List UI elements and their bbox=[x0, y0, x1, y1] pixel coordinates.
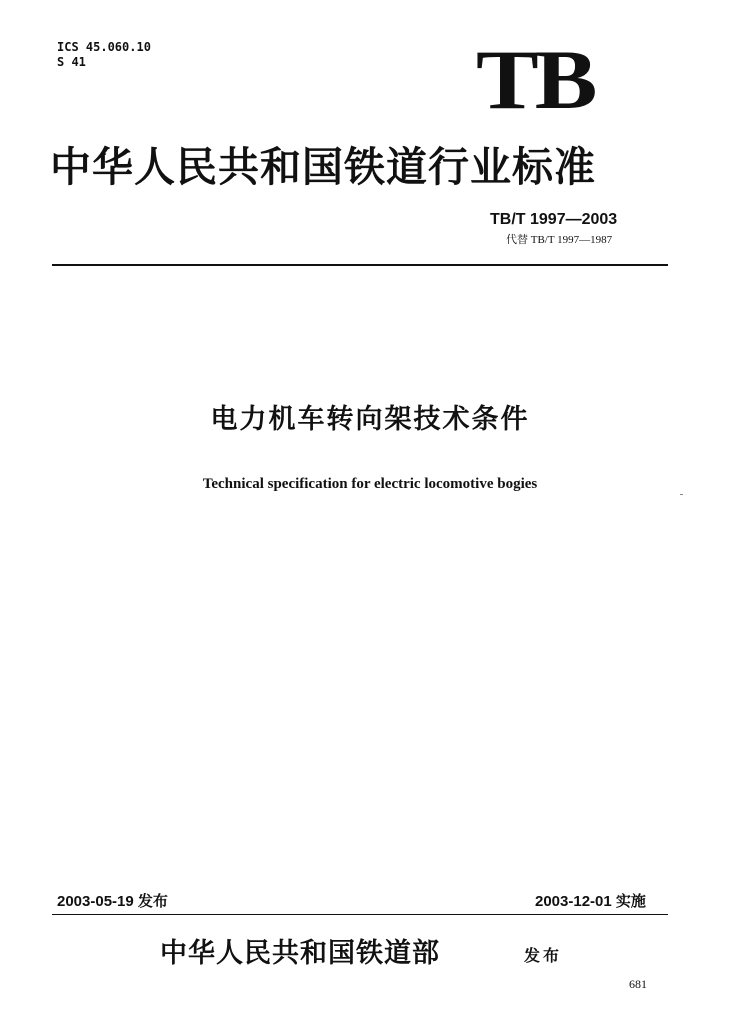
replaced-standard: 代替 TB/T 1997—1987 bbox=[506, 234, 613, 246]
issue-date: 2003-05-19 发布 bbox=[57, 893, 168, 910]
issuing-authority: 中华人民共和国铁道部 bbox=[160, 938, 440, 969]
standard-number: TB/T 1997—2003 bbox=[490, 211, 618, 228]
footer-divider bbox=[52, 914, 668, 915]
document-title-chinese: 电力机车转向架技术条件 bbox=[210, 404, 530, 435]
issue-label: 发布 bbox=[524, 946, 563, 965]
classification-codes bbox=[57, 40, 151, 70]
standard-category-title: 中华人民共和国铁道行业标准 bbox=[50, 143, 596, 191]
ccs-code: S 41 bbox=[57, 55, 86, 69]
tb-logo: TB bbox=[476, 33, 594, 128]
page-number: 681 bbox=[629, 977, 647, 991]
header-divider bbox=[52, 264, 668, 266]
ics-code: ICS 45.060.10 bbox=[57, 40, 151, 54]
implementation-date: 2003-12-01 实施 bbox=[535, 893, 646, 910]
scan-speck bbox=[680, 494, 683, 495]
document-title-english: Technical specification for electric locomotive bogies bbox=[202, 476, 538, 492]
